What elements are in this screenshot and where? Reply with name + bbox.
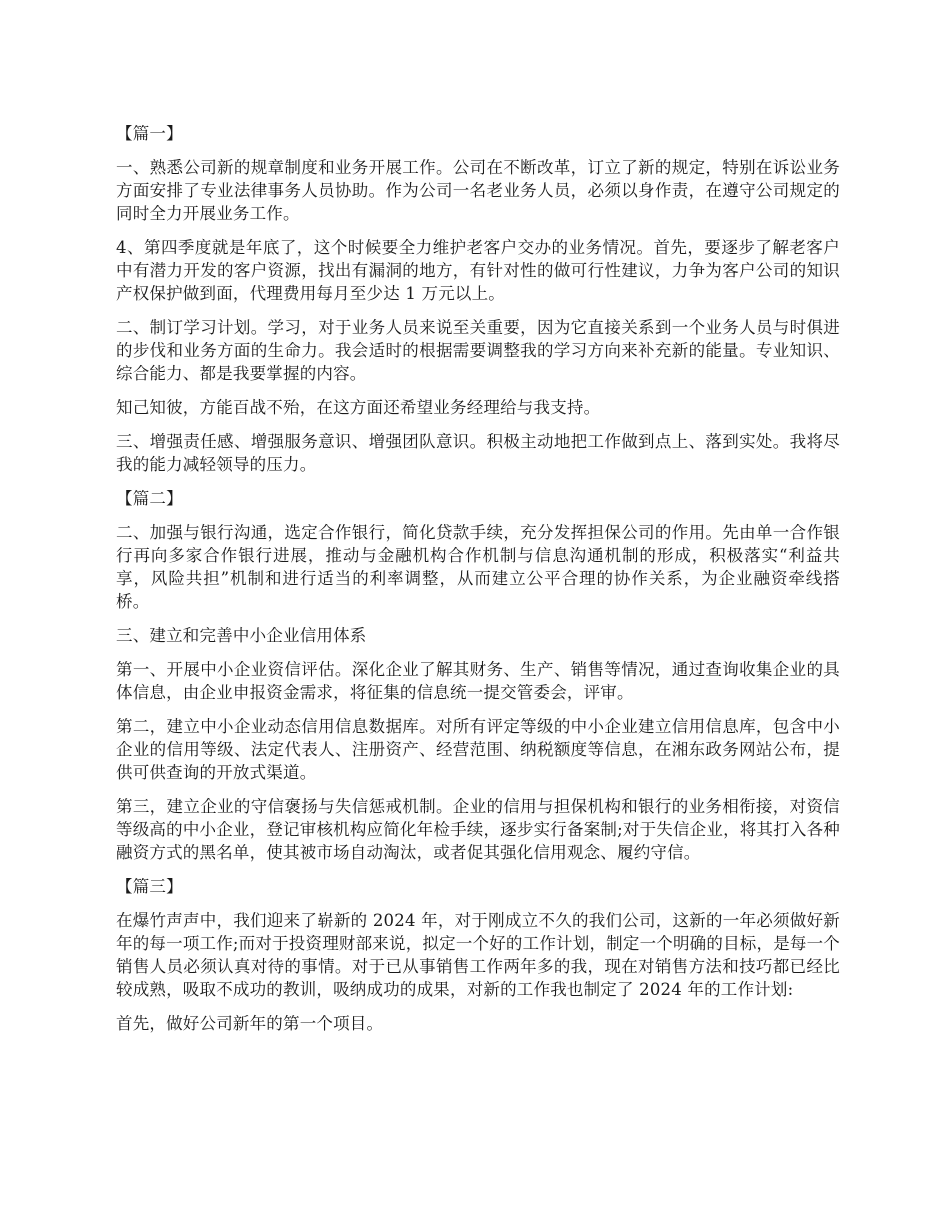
- section-heading-3: 【篇三】: [116, 877, 183, 896]
- paragraph: 一、熟悉公司新的规章制度和业务开展工作。公司在不断改革，订立了新的规定，特别在诉讼业务方面安排了专业法律事务人员协助。作为公司一名老业务人员，必须以身作责，在遵守公司规定的同时全力开展业务工作。: [116, 158, 840, 223]
- section-heading-2: 【篇二】: [116, 489, 183, 508]
- paragraph: 二、制订学习计划。学习，对于业务人员来说至关重要，因为它直接关系到一个业务人员与时俱进的步伐和业务方面的生命力。我会适时的根据需要调整我的学习方向来补充新的能量。专业知识、综合能力、都是我要掌握的内容。: [116, 318, 840, 383]
- paragraph: 第三，建立企业的守信褒扬与失信惩戒机制。企业的信用与担保机构和银行的业务相衔接，对资信等级高的中小企业，登记审核机构应简化年检手续，逐步实行备案制;对于失信企业，将其打入各种融资方式的黑名单，使其被市场自动淘汰，或者促其强化信用观念、履约守信。: [116, 797, 840, 862]
- paragraph: 第二，建立中小企业动态信用信息数据库。对所有评定等级的中小企业建立信用信息库，包含中小企业的信用等级、法定代表人、注册资产、经营范围、纳税额度等信息，在湘东政务网站公布，提供可供查询的开放式渠道。: [116, 717, 840, 782]
- paragraph: 知己知彼，方能百战不殆，在这方面还希望业务经理给与我支持。: [116, 398, 601, 417]
- paragraph: 三、建立和完善中小企业信用体系: [116, 626, 367, 645]
- paragraph: 4、第四季度就是年底了，这个时候要全力维护老客户交办的业务情况。首先，要逐步了解老客户中有潜力开发的客户资源，找出有漏洞的地方，有针对性的做可行性建议，力争为客户公司的知识产权保护做到面，代理费用每月至少达 1 万元以上。: [116, 238, 840, 303]
- section-heading-1: 【篇一】: [116, 124, 183, 143]
- paragraph: 首先，做好公司新年的第一个项目。: [116, 1014, 384, 1033]
- document-page: [116, 122, 840, 1046]
- paragraph: 三、增强责任感、增强服务意识、增强团队意识。积极主动地把工作做到点上、落到实处。我将尽我的能力减轻领导的压力。: [116, 432, 840, 474]
- paragraph: 在爆竹声声中，我们迎来了崭新的 2024 年，对于刚成立不久的我们公司，这新的一年必须做好新年的每一项工作;而对于投资理财部来说，拟定一个好的工作计划，制定一个明确的目标，是每一个销售人员必须认真对待的事情。对于已从事销售工作两年多的我，现在对销售方法和技巧都已经比较成熟，吸取不成功的教训，吸纳成功的成果，对新的工作我也制定了 2024 年的工作计划:: [116, 911, 840, 999]
- paragraph: 第一、开展中小企业资信评估。深化企业了解其财务、生产、销售等情况，通过查询收集企业的具体信息，由企业申报资金需求，将征集的信息统一提交管委会，评审。: [116, 660, 840, 702]
- paragraph: 二、加强与银行沟通，选定合作银行，简化贷款手续，充分发挥担保公司的作用。先由单一合作银行再向多家合作银行进展，推动与金融机构合作机制与信息沟通机制的形成，积极落实“利益共享，风险共担”机制和进行适当的利率调整，从而建立公平合理的协作关系，为企业融资牵线搭桥。: [116, 523, 840, 611]
